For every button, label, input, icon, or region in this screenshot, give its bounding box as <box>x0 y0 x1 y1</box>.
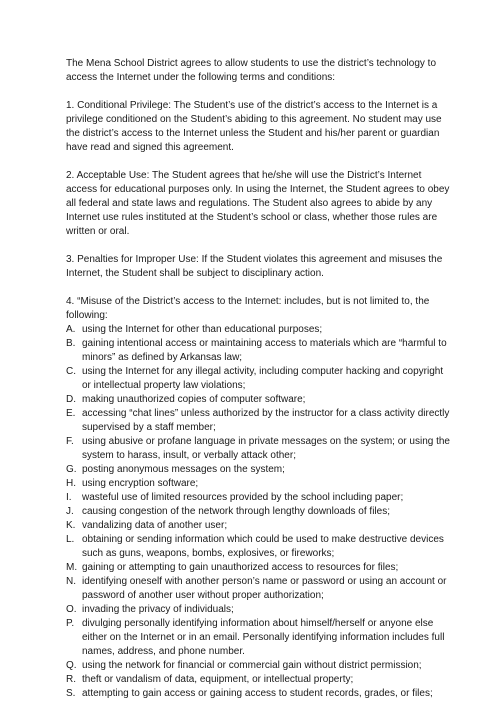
list-item-letter: K. <box>66 520 76 531</box>
list-item <box>66 617 451 659</box>
list-item-text: using the Internet for other than educational purposes; <box>82 324 323 335</box>
list-item-letter: S. <box>66 688 76 699</box>
list-item <box>66 337 451 365</box>
list-item <box>66 533 451 561</box>
list-item-text: using the Internet for any illegal activity, including computer hacking and copyright or intellectual property law violations; <box>82 366 444 391</box>
list-item-letter: R. <box>66 674 76 685</box>
list-item-text: invading the privacy of individuals; <box>82 604 234 615</box>
list-item-letter: D. <box>66 394 76 405</box>
list-item <box>66 407 451 435</box>
misuse-list <box>66 323 451 701</box>
misuse-heading-paragraph: 4. “Misuse of the District’s access to the Internet: includes, but is not limited to, the following: <box>66 296 430 321</box>
acceptable-use-paragraph: 2. Acceptable Use: The Student agrees that he/she will use the District’s Internet access for educational purposes only. In using the Internet, the Student agrees to obey all federal and state laws and regulations. The Student also agrees to abide by any Internet use rules instituted at the Student’s school or class, whether those rules are written or oral. <box>66 170 450 237</box>
list-item <box>66 603 451 617</box>
list-item-text: vandalizing data of another user; <box>82 520 228 531</box>
list-item-text: gaining or attempting to gain unauthorized access to resources for files; <box>82 562 399 573</box>
list-item <box>66 463 451 477</box>
list-item <box>66 575 451 603</box>
list-item-text: causing congestion of the network through lengthy downloads of files; <box>82 506 390 517</box>
list-item-text: accessing “chat lines” unless authorized by the instructor for a class activity directly supervised by a staff member; <box>82 408 450 433</box>
list-item <box>66 687 451 701</box>
list-item <box>66 393 451 407</box>
list-item-text: making unauthorized copies of computer software; <box>82 394 306 405</box>
list-item <box>66 323 451 337</box>
list-item-text: divulging personally identifying information about himself/herself or anyone else either on the Internet or in an email. Personally identifying information includes full names, address, and phone number. <box>82 618 445 657</box>
list-item-letter: O. <box>66 604 77 615</box>
list-item-letter: A. <box>66 324 76 335</box>
list-item-text: obtaining or sending information which could be used to make destructive devices such as guns, weapons, bombs, explosives, or fireworks; <box>82 534 444 559</box>
list-item-letter: G. <box>66 464 77 475</box>
list-item-text: using the network for financial or commercial gain without district permission; <box>82 660 422 671</box>
list-item-letter: B. <box>66 338 76 349</box>
list-item-text: gaining intentional access or maintaining access to materials which are “harmful to minors” as defined by Arkansas law; <box>82 338 447 363</box>
list-item-text: using encryption software; <box>82 478 199 489</box>
list-item-text: using abusive or profane language in private messages on the system; or using the system to harass, insult, or verbally attack other; <box>82 436 450 461</box>
list-item-text: identifying oneself with another person’s name or password or using an account or password of another user without proper authorization; <box>82 576 447 601</box>
list-item-text: posting anonymous messages on the system; <box>82 464 285 475</box>
list-item-letter: Q. <box>66 660 77 671</box>
list-item-letter: F. <box>66 436 74 447</box>
list-item-letter: P. <box>66 618 75 629</box>
list-item <box>66 435 451 463</box>
list-item-letter: N. <box>66 576 76 587</box>
list-item-letter: I. <box>66 492 72 503</box>
list-item-letter: M. <box>66 562 78 573</box>
list-item <box>66 365 451 393</box>
list-item <box>66 491 451 505</box>
list-item-letter: J. <box>66 506 74 517</box>
list-item-letter: L. <box>66 534 75 545</box>
list-item-text: theft or vandalism of data, equipment, or intellectual property; <box>82 674 354 685</box>
list-item-letter: E. <box>66 408 76 419</box>
list-item <box>66 659 451 673</box>
list-item-letter: H. <box>66 478 76 489</box>
list-item <box>66 477 451 491</box>
list-item <box>66 673 451 687</box>
list-item <box>66 519 451 533</box>
conditional-privilege-paragraph: 1. Conditional Privilege: The Student’s use of the district’s access to the Internet is a privilege conditioned on the Student’s abiding to this agreement. No student may use the district’s access to the Internet unless the Student and his/her parent or guardian have read and signed this agreement. <box>66 100 442 153</box>
list-item-text: attempting to gain access or gaining access to student records, grades, or files; <box>82 688 433 699</box>
intro-paragraph: The Mena School District agrees to allow students to use the district’s technology to access the Internet under the following terms and conditions: <box>66 58 437 83</box>
penalties-paragraph: 3. Penalties for Improper Use: If the Student violates this agreement and misuses the Internet, the Student shall be subject to disciplinary action. <box>66 254 443 279</box>
list-item <box>66 561 451 575</box>
list-item-letter: C. <box>66 366 76 377</box>
list-item <box>66 505 451 519</box>
list-item-text: wasteful use of limited resources provided by the school including paper; <box>82 492 404 503</box>
